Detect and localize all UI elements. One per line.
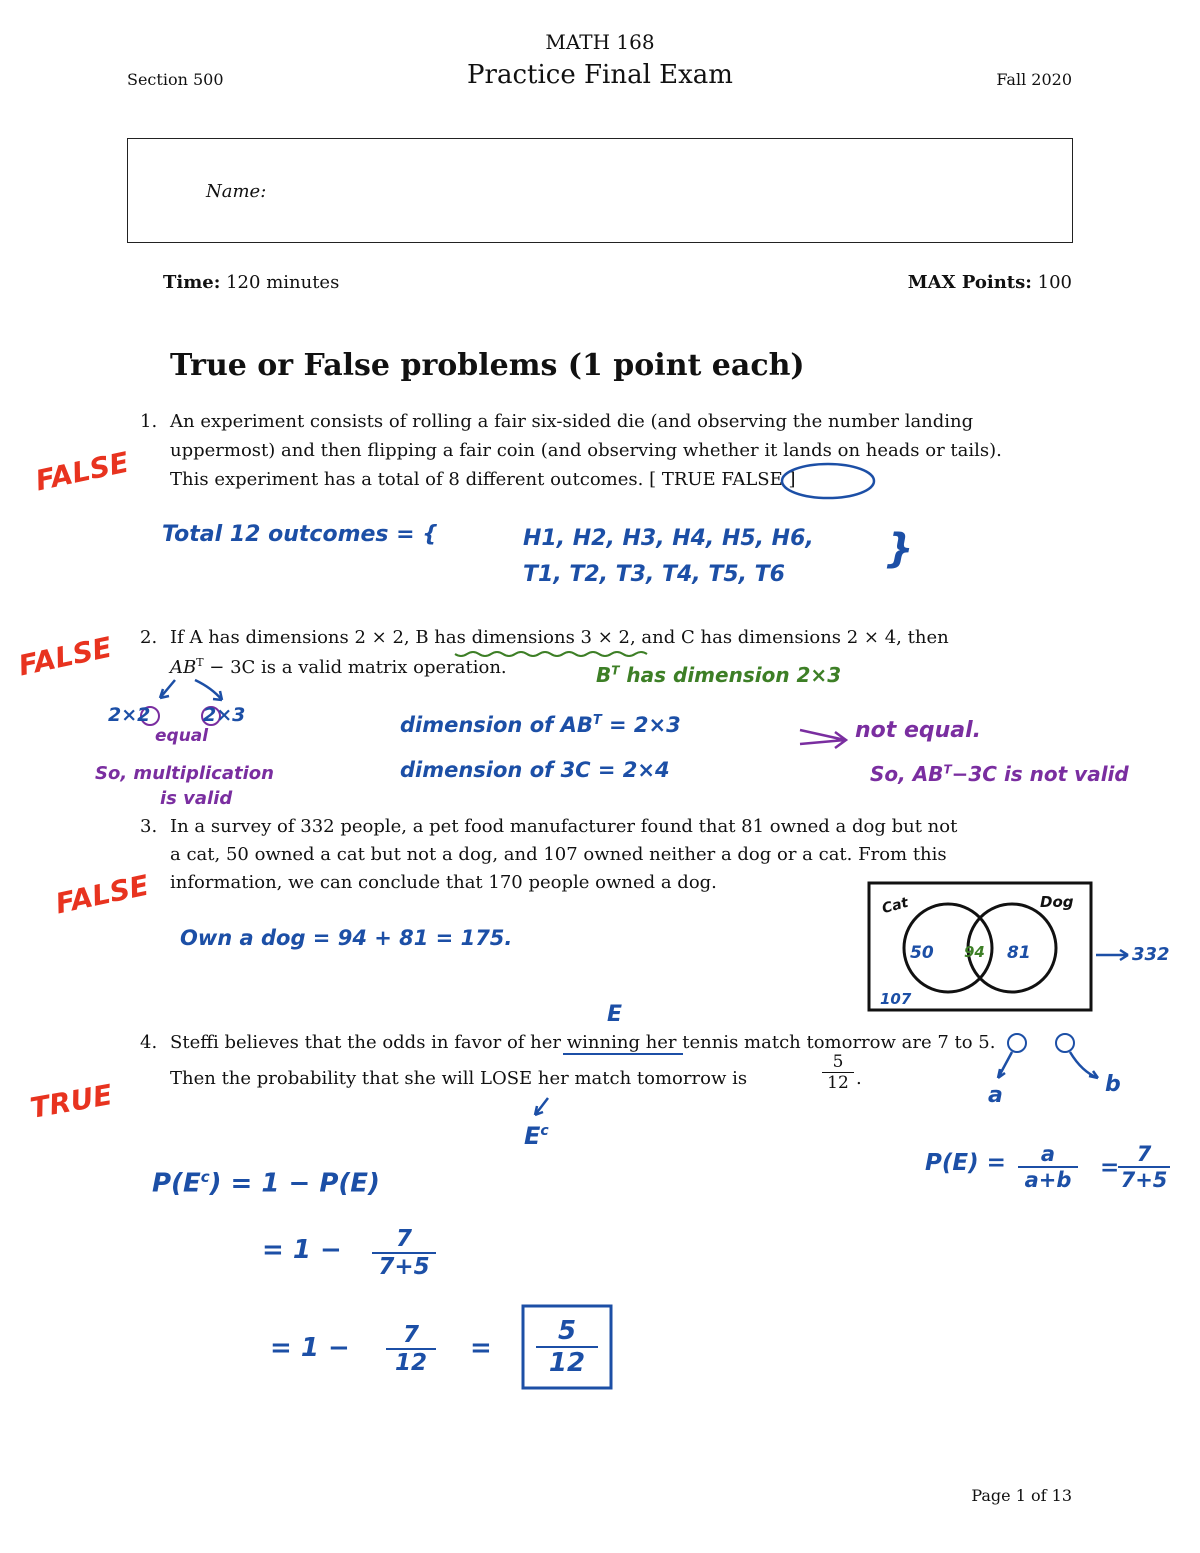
p2-dim-ab-text: dimension of AB bbox=[400, 713, 593, 737]
exam-title: Practice Final Exam bbox=[467, 60, 733, 90]
problem-2-line-2-rest: − 3C is a valid matrix operation. bbox=[203, 657, 507, 678]
p4-step3-den: 12 bbox=[394, 1350, 427, 1376]
p4-verdict: TRUE bbox=[27, 1078, 115, 1125]
problem-2-number: 2. bbox=[140, 627, 158, 648]
p2-conclusion-rest: −3C is not valid bbox=[951, 762, 1129, 786]
p4-step2-frac bbox=[372, 1226, 436, 1280]
p2-verdict: FALSE bbox=[15, 630, 115, 683]
p4-pe-den2: 7+5 bbox=[1120, 1168, 1168, 1192]
p2-so-mult: So, multiplication bbox=[95, 763, 274, 784]
p2-equal-note: equal bbox=[155, 726, 209, 746]
p2-conclusion bbox=[870, 762, 1129, 786]
problem-1-line-1: An experiment consists of rolling a fair six-sided die (and observing the number landing bbox=[170, 411, 974, 432]
time-value: 120 minutes bbox=[226, 272, 340, 293]
venn-total-arrow bbox=[1096, 950, 1128, 960]
p4-event-e: E bbox=[607, 1002, 623, 1027]
p2-bt-note bbox=[596, 663, 841, 687]
p2-dim-ab-val: = 2×3 bbox=[601, 713, 681, 737]
time-label: Time: bbox=[163, 272, 221, 293]
p2-bt-sup: T bbox=[611, 663, 620, 678]
p1-verdict: FALSE bbox=[32, 445, 132, 498]
max-points-value: 100 bbox=[1037, 272, 1072, 293]
not-equal-arrow bbox=[800, 730, 846, 748]
arrow-to-ec bbox=[535, 1098, 548, 1115]
venn-total: 332 bbox=[1132, 944, 1170, 965]
p4-pec-rest: ) = 1 − P(E) bbox=[209, 1168, 380, 1199]
p4-pe-den: a+b bbox=[1024, 1168, 1072, 1192]
p2-is-valid: is valid bbox=[160, 788, 233, 809]
p4-label-b: b bbox=[1105, 1072, 1121, 1097]
problem-1-line-3: This experiment has a total of 8 different outcomes. [ TRUE FALSE ] bbox=[170, 469, 796, 490]
problem-3-line-2: a cat, 50 owned a cat but not a dog, and 107 owned neither a dog or a cat. From this bbox=[170, 844, 947, 865]
p2-conclusion-sup: T bbox=[943, 762, 952, 777]
p2-dim-ab bbox=[400, 713, 681, 737]
p4-step2-den: 7+5 bbox=[378, 1254, 430, 1280]
problem-3-line-3: information, we can conclude that 170 people owned a dog. bbox=[170, 872, 717, 893]
p4-pec-line bbox=[152, 1168, 380, 1199]
name-label: Name: bbox=[206, 181, 267, 202]
problem-2-line-1: If A has dimensions 2 × 2, B has dimensions 3 × 2, and C has dimensions 2 × 4, then bbox=[170, 627, 949, 648]
p2-not-equal: not equal. bbox=[855, 718, 982, 743]
page-number: Page 1 of 13 bbox=[971, 1486, 1072, 1505]
problem-3-number: 3. bbox=[140, 816, 158, 837]
p2-conclusion-text: So, AB bbox=[870, 762, 944, 786]
problem-1-number: 1. bbox=[140, 411, 158, 432]
transpose-sup: T bbox=[196, 656, 204, 669]
p4-pec-sup: c bbox=[200, 1168, 210, 1186]
p4-event-ec bbox=[524, 1122, 549, 1150]
p4-answer-den: 12 bbox=[548, 1348, 586, 1378]
odds-7-circle bbox=[1008, 1034, 1026, 1052]
venn-both: 94 bbox=[964, 943, 985, 961]
odds-5-circle bbox=[1056, 1034, 1074, 1052]
p4-label-a: a bbox=[988, 1083, 1003, 1108]
venn-cat-label: Cat bbox=[880, 894, 911, 918]
problem-4-number: 4. bbox=[140, 1032, 158, 1053]
p1-outcomes-row-1: H1, H2, H3, H4, H5, H6, bbox=[523, 526, 814, 551]
arrow-right bbox=[195, 680, 222, 700]
max-points-label: MAX Points: bbox=[907, 272, 1032, 293]
p4-pe-frac-2 bbox=[1118, 1142, 1170, 1192]
p4-pe-frac-1 bbox=[1018, 1142, 1078, 1192]
section-heading: True or False problems (1 point each) bbox=[170, 348, 805, 383]
p4-answer-num: 5 bbox=[536, 1316, 598, 1348]
p2-right-dims: 2×3 bbox=[203, 704, 246, 726]
fraction-denominator: 12 bbox=[827, 1073, 849, 1093]
false-circle bbox=[782, 464, 874, 498]
arrow-to-a bbox=[998, 1052, 1012, 1078]
p1-outcomes-row-2: T1, T2, T3, T4, T5, T6 bbox=[523, 562, 785, 587]
arrow-to-b bbox=[1070, 1052, 1098, 1078]
p4-step2-num: 7 bbox=[372, 1226, 436, 1254]
p4-pec-text: P(E bbox=[152, 1168, 201, 1199]
p2-dim-3c: dimension of 3C = 2×4 bbox=[400, 758, 670, 782]
p4-pe-num: a bbox=[1018, 1142, 1078, 1168]
p2-bt: B bbox=[596, 663, 612, 687]
p4-answer-frac bbox=[536, 1316, 598, 1378]
p4-step2: = 1 − bbox=[262, 1235, 342, 1265]
p4-pe-eq: = bbox=[1100, 1155, 1120, 1181]
arrow-left bbox=[160, 680, 175, 698]
venn-dog-only: 81 bbox=[1007, 943, 1031, 963]
p2-dim-ab-sup: T bbox=[592, 713, 602, 728]
p3-work: Own a dog = 94 + 81 = 175. bbox=[180, 926, 513, 950]
course-code: MATH 168 bbox=[545, 30, 655, 54]
problem-1-line-2: uppermost) and then flipping a fair coin (and observing whether it lands on heads or tails). bbox=[170, 440, 1002, 461]
fraction-numerator: 5 bbox=[822, 1052, 854, 1073]
problem-4-period: . bbox=[856, 1068, 862, 1089]
p1-close-brace: } bbox=[885, 526, 914, 572]
p4-ec-sup: c bbox=[540, 1123, 549, 1139]
section-label: Section 500 bbox=[127, 70, 224, 89]
problem-4-line-2: Then the probability that she will LOSE her match tomorrow is bbox=[170, 1068, 748, 1089]
venn-cat-only: 50 bbox=[910, 943, 934, 963]
p1-work-label: Total 12 outcomes = { bbox=[162, 522, 438, 547]
venn-neither: 107 bbox=[880, 990, 912, 1008]
problem-3-line-1: In a survey of 332 people, a pet food manufacturer found that 81 owned a dog but not bbox=[170, 816, 958, 837]
p4-step3-num: 7 bbox=[386, 1322, 436, 1350]
p4-pe-num2: 7 bbox=[1118, 1142, 1170, 1168]
venn-dog-label: Dog bbox=[1040, 893, 1074, 911]
green-underline bbox=[455, 652, 647, 656]
term-label: Fall 2020 bbox=[996, 70, 1072, 89]
p4-step3-frac bbox=[386, 1322, 436, 1376]
problem-4-line-1: Steffi believes that the odds in favor of her winning her tennis match tomorrow are 7 to 5. bbox=[170, 1032, 996, 1053]
p4-ec-letter: E bbox=[524, 1122, 541, 1150]
p2-bt-rest: has dimension 2×3 bbox=[619, 663, 842, 687]
p2-left-dims: 2×2 bbox=[108, 704, 151, 726]
p4-step3: = 1 − bbox=[270, 1333, 350, 1363]
matrix-ab: AB bbox=[170, 657, 197, 678]
p4-pe-label: P(E) = bbox=[925, 1150, 1006, 1176]
p3-verdict: FALSE bbox=[52, 868, 152, 921]
p4-step3-eq: = bbox=[470, 1333, 492, 1363]
